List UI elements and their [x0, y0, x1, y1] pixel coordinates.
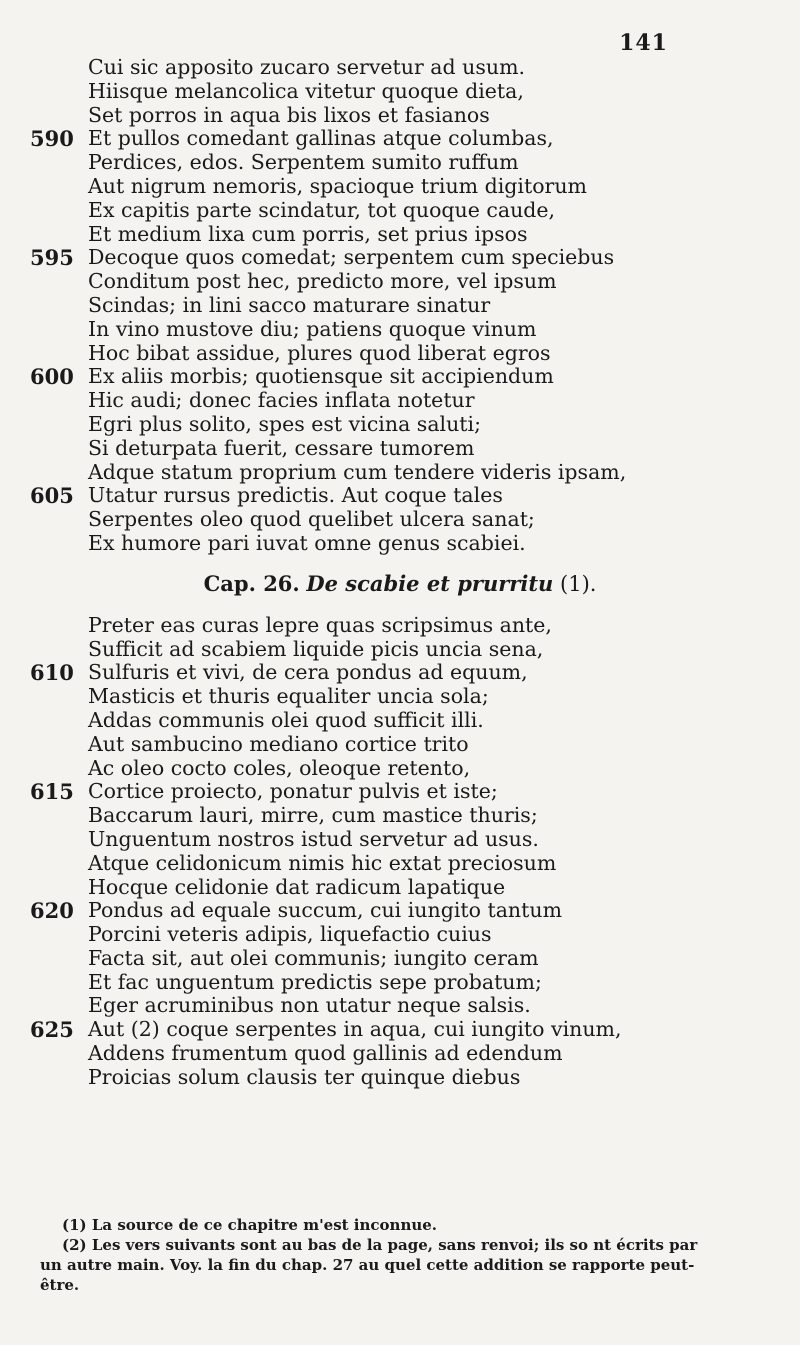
- verse-line: [30, 1018, 770, 1042]
- verse-text: Perdices, edos. Serpentem sumito ruffum: [88, 150, 519, 175]
- verse-line: [30, 365, 770, 389]
- verse-text: Cui sic apposito zucaro servetur ad usum.: [88, 55, 526, 79]
- verse-line: [30, 484, 770, 508]
- verse-line: [30, 709, 770, 733]
- chapter-note-ref: (1).: [560, 571, 597, 596]
- verse-text: Porcini veteris adipis, liquefactio cuius: [88, 922, 492, 947]
- line-number: 625: [30, 1017, 74, 1043]
- verse-lines-after: [30, 614, 770, 1090]
- verse-text: Set porros in aqua bis lixos et fasianos: [88, 102, 490, 127]
- verse-text: Ac oleo cocto coles, oleoque retento,: [88, 755, 471, 780]
- verse-text: Masticis et thuris equaliter uncia sola;: [88, 684, 489, 709]
- verse-lines-before: [30, 56, 770, 556]
- verse-line: [30, 780, 770, 804]
- verse-text: Adque statum proprium cum tendere videris ipsam,: [88, 459, 627, 484]
- verse-text: Serpentes oleo quod quelibet ulcera sanat;: [88, 507, 535, 532]
- chapter-title: De scabie et prurritu: [306, 570, 554, 596]
- verse-text: Hiisque melancolica vitetur quoque dieta,: [88, 78, 524, 103]
- verse-line: [30, 1066, 770, 1090]
- verse-line: [30, 199, 770, 223]
- verse-line: [30, 994, 770, 1018]
- verse-line: [30, 923, 770, 947]
- verse-block: [30, 56, 770, 1090]
- verse-text: Unguentum nostros istud servetur ad usus.: [88, 826, 539, 851]
- verse-line: [30, 56, 770, 80]
- verse-line: [30, 661, 770, 685]
- line-number: 610: [30, 660, 74, 686]
- verse-text: Aut (2) coque serpentes in aqua, cui iungito vinum,: [88, 1017, 622, 1042]
- verse-line: [30, 270, 770, 294]
- verse-line: [30, 437, 770, 461]
- verse-text: Ex aliis morbis; quotiensque sit accipiendum: [88, 364, 554, 389]
- verse-text: Hic audi; donec facies inflata notetur: [88, 388, 475, 413]
- verse-line: [30, 294, 770, 318]
- chapter-heading: [30, 558, 770, 610]
- verse-text: Sulfuris et vivi, de cera pondus ad equum,: [88, 660, 528, 685]
- verse-text: Preter eas curas lepre quas scripsimus ante,: [88, 612, 552, 637]
- verse-text: Hoc bibat assidue, plures quod liberat egros: [88, 340, 551, 365]
- verse-text: Facta sit, aut olei communis; iungito ceram: [88, 945, 539, 970]
- verse-text: Et pullos comedant gallinas atque columbas,: [88, 126, 554, 151]
- verse-text: Et fac unguentum predictis sepe probatum;: [88, 969, 542, 994]
- line-number: 600: [30, 364, 74, 390]
- verse-line: [30, 127, 770, 151]
- verse-text: Et medium lixa cum porris, set prius ipsos: [88, 221, 528, 246]
- verse-line: [30, 151, 770, 175]
- verse-text: Si deturpata fuerit, cessare tumorem: [88, 435, 475, 460]
- verse-line: [30, 804, 770, 828]
- verse-line: [30, 175, 770, 199]
- verse-line: [30, 104, 770, 128]
- page-number: 141: [619, 30, 668, 56]
- verse-text: Hocque celidonie dat radicum lapatique: [88, 874, 506, 899]
- line-number: 620: [30, 898, 74, 924]
- verse-text: Conditum post hec, predicto more, vel ipsum: [88, 269, 557, 294]
- verse-text: Cortice proiecto, ponatur pulvis et iste;: [88, 779, 498, 804]
- verse-line: [30, 508, 770, 532]
- verse-line: [30, 685, 770, 709]
- verse-line: [30, 80, 770, 104]
- verse-text: Utatur rursus predictis. Aut coque tales: [88, 483, 503, 508]
- chapter-number: Cap. 26.: [203, 570, 300, 596]
- verse-line: [30, 413, 770, 437]
- verse-line: [30, 532, 770, 556]
- verse-text: Ex capitis parte scindatur, tot quoque caude,: [88, 197, 556, 222]
- footnote-1: (1) La source de ce chapitre m'est inconnue.: [62, 1216, 438, 1234]
- verse-text: Aut nigrum nemoris, spacioque trium digitorum: [88, 173, 587, 198]
- verse-text: Proicias solum clausis ter quinque diebus: [88, 1064, 521, 1089]
- verse-line: [30, 1042, 770, 1066]
- verse-line: [30, 852, 770, 876]
- verse-text: Eger acruminibus non utatur neque salsis.: [88, 993, 531, 1018]
- verse-line: [30, 899, 770, 923]
- verse-text: Decoque quos comedat; serpentem cum speciebus: [88, 245, 615, 270]
- verse-text: Addas communis olei quod sufficit illi.: [88, 707, 484, 732]
- verse-line: [30, 223, 770, 247]
- line-number: 590: [30, 126, 74, 152]
- verse-text: Addens frumentum quod gallinis ad edendum: [88, 1041, 563, 1066]
- verse-text: Sufficit ad scabiem liquide picis uncia sena,: [88, 636, 544, 661]
- footnote-2: (2) Les vers suivants sont au bas de la page, sans renvoi; ils so nt écrits par un autre main. Voy. la fin du chap. 27 au quel cette addition se rapporte peut-être.: [40, 1236, 698, 1294]
- verse-line: [30, 828, 770, 852]
- verse-line: [30, 614, 770, 638]
- line-number: 595: [30, 245, 74, 271]
- verse-line: [30, 757, 770, 781]
- verse-text: Aut sambucino mediano cortice trito: [88, 731, 469, 756]
- verse-text: Baccarum lauri, mirre, cum mastice thuris;: [88, 803, 538, 828]
- verse-line: [30, 733, 770, 757]
- line-number: 615: [30, 779, 74, 805]
- line-number: 605: [30, 483, 74, 509]
- verse-line: [30, 389, 770, 413]
- verse-line: [30, 246, 770, 270]
- verse-text: In vino mustove diu; patiens quoque vinum: [88, 316, 537, 341]
- verse-line: [30, 971, 770, 995]
- verse-line: [30, 342, 770, 366]
- verse-text: Atque celidonicum nimis hic extat preciosum: [88, 850, 557, 875]
- verse-text: Egri plus solito, spes est vicina saluti;: [88, 411, 482, 436]
- verse-line: [30, 318, 770, 342]
- verse-text: Pondus ad equale succum, cui iungito tantum: [88, 898, 563, 923]
- verse-line: [30, 876, 770, 900]
- verse-text: Scindas; in lini sacco maturare sinatur: [88, 292, 491, 317]
- verse-line: [30, 461, 770, 485]
- verse-line: [30, 947, 770, 971]
- verse-text: Ex humore pari iuvat omne genus scabiei.: [88, 530, 526, 555]
- footnotes: [40, 1215, 720, 1295]
- verse-line: [30, 638, 770, 662]
